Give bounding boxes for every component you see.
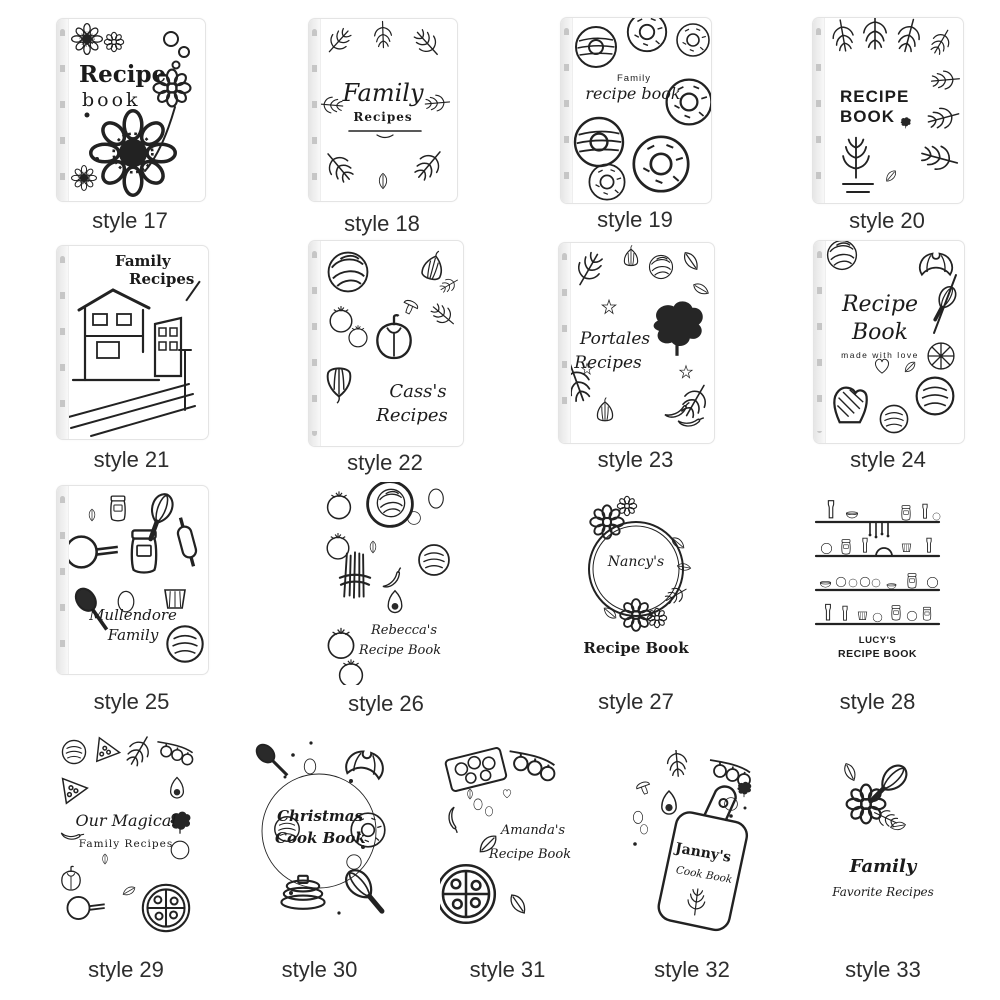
style-caption: style 19	[597, 207, 673, 232]
spiral-binding	[309, 241, 321, 446]
style-card-20[interactable]	[812, 17, 964, 204]
cover-subtitle: Family	[107, 626, 159, 644]
cover-title: Family	[849, 856, 917, 877]
cover-title: RECIPE	[840, 87, 910, 106]
style-caption: style 31	[469, 957, 546, 982]
cover-subtitle: BOOK	[840, 107, 895, 126]
cover-title: LUCY'S	[858, 635, 897, 646]
cover-title: Nancy's	[607, 554, 665, 570]
cover-subtitle: Cook Book	[674, 864, 734, 886]
style-caption: style 27	[598, 689, 674, 714]
style-caption: style 20	[849, 208, 925, 233]
style-caption: style 18	[344, 211, 420, 236]
style-card-27[interactable]	[572, 483, 700, 673]
style-card-17[interactable]	[56, 18, 206, 202]
style-card-18[interactable]	[308, 18, 458, 202]
cover-subtitle: Recipes	[376, 405, 448, 426]
style-caption: style 28	[839, 689, 916, 714]
cover-title: Cass's	[389, 381, 447, 402]
cover-title: Family	[115, 252, 171, 270]
cover-art-utensils	[57, 486, 208, 674]
style-card-28[interactable]	[810, 492, 945, 674]
cover-title: Amanda's	[500, 823, 566, 838]
spiral-binding	[57, 486, 69, 674]
cover-art-food-frame	[55, 733, 197, 937]
style-caption: style 23	[597, 447, 674, 472]
cover-title: Rebecca's	[370, 623, 438, 638]
style-card-24[interactable]	[813, 240, 965, 444]
cover-art-pizza-kitchen	[440, 740, 575, 940]
cover-subtitle: Recipes	[353, 110, 413, 124]
style-caption: style 21	[93, 447, 170, 472]
style-card-29[interactable]	[55, 733, 197, 937]
spiral-binding	[561, 18, 573, 203]
style-caption: style 32	[654, 957, 730, 982]
style-caption: style 33	[845, 957, 921, 982]
style-card-32[interactable]	[627, 750, 757, 944]
cover-subtitle: Recipe Book	[488, 847, 572, 862]
cover-subtitle: Cook Book	[275, 829, 366, 847]
cover-title: Recipe	[79, 61, 167, 88]
cover-subtitle: Book	[852, 320, 908, 345]
cover-subtitle: Recipes	[574, 353, 642, 373]
cover-title: Recipe	[841, 292, 919, 317]
style-caption: style 22	[347, 450, 423, 475]
cover-title: Family	[342, 79, 424, 107]
style-caption: style 17	[92, 208, 168, 233]
cover-subtitle: Family Recipes	[78, 838, 174, 850]
style-caption: style 29	[88, 957, 164, 982]
style-card-23[interactable]	[558, 242, 715, 444]
spiral-binding	[309, 19, 321, 201]
cover-title: recipe book	[585, 84, 681, 103]
spiral-binding	[57, 246, 69, 439]
cover-title: Portales	[579, 329, 651, 349]
style-card-33[interactable]	[828, 742, 938, 932]
style-card-25[interactable]	[56, 485, 209, 675]
cover-title: Our Magical	[75, 811, 177, 830]
style-card-31[interactable]	[440, 740, 575, 940]
cover-eyebrow: Family	[617, 73, 651, 84]
cover-title: Janny's	[673, 840, 733, 866]
cover-tagline: made with love	[841, 350, 919, 360]
cover-subtitle: Recipes	[129, 270, 195, 288]
cover-subtitle: book	[82, 89, 141, 111]
spiral-binding	[813, 18, 825, 203]
spiral-binding	[57, 19, 69, 201]
cover-art-donuts	[561, 18, 711, 203]
style-caption: style 26	[348, 691, 424, 716]
cover-subtitle: Recipe Book	[583, 639, 689, 657]
cover-title: Mullendore	[89, 606, 177, 624]
style-caption: style 30	[281, 957, 358, 982]
style-card-26[interactable]	[320, 482, 452, 685]
cover-title: Christmas	[277, 807, 363, 825]
style-card-19[interactable]	[560, 17, 712, 204]
style-card-30[interactable]	[247, 735, 392, 935]
spiral-binding	[814, 241, 826, 443]
cover-subtitle: Favorite Recipes	[832, 885, 934, 899]
spiral-binding	[559, 243, 571, 443]
cover-subtitle: RECIPE BOOK	[837, 648, 917, 660]
style-caption: style 24	[850, 447, 926, 472]
cover-subtitle: Recipe Book	[358, 643, 442, 658]
cover-art-kitchen-shelves	[810, 492, 945, 674]
style-caption: style 25	[93, 689, 170, 714]
cover-art-whisk-flowers	[828, 742, 938, 932]
style-card-21[interactable]	[56, 245, 209, 440]
style-card-22[interactable]	[308, 240, 464, 447]
